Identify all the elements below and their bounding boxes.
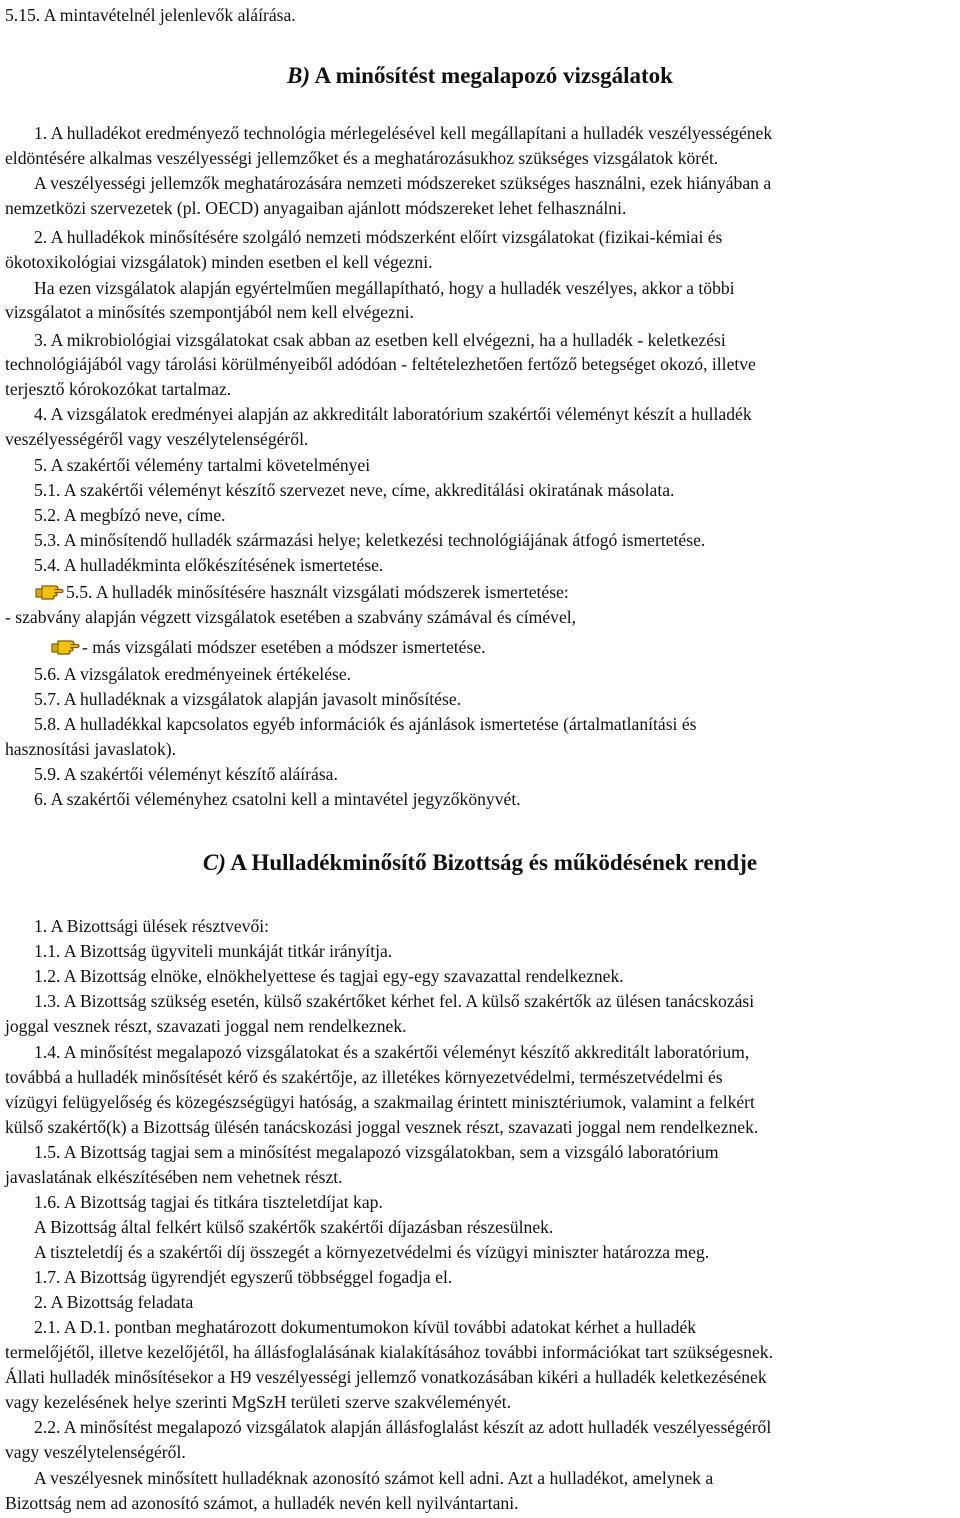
b-line-19-row (34, 580, 569, 605)
c-line-5: joggal vesznek részt, szavazati joggal nem rendelkeznek. (5, 1016, 407, 1036)
c-line-8: vízügyi felügyelőség és közegészségügyi hatóság, a szakmailag érintett minisztériumok, valamint a felkért (5, 1092, 755, 1112)
b-line-21-row (50, 635, 486, 660)
c-line-10: 1.5. A Bizottság tagjai sem a minősítést megalapozó vizsgálatokban, sem a vizsgáló laboratórium (34, 1142, 719, 1162)
b-line-27: 6. A szakértői véleményhez csatolni kell a mintavétel jegyzőkönyvét. (34, 789, 521, 809)
c-line-22: vagy veszélytelenségéről. (5, 1442, 186, 1462)
c-line-12: 1.6. A Bizottság tagjai és titkára tiszteletdíjat kap. (34, 1192, 383, 1212)
c-line-19: Állati hulladék minősítésekor a H9 veszélyességi jellemző vonatkozásában kikéri a hulladék keletkezésének (5, 1367, 767, 1387)
b-line-20: - szabvány alapján végzett vizsgálatok esetében a szabvány számával és címével, (5, 607, 577, 627)
b-line-21: - más vizsgálati módszer esetében a módszer ismertetése. (82, 637, 486, 657)
b-line-9: 3. A mikrobiológiai vizsgálatokat csak abban az esetben kell elvégezni, ha a hulladék - keletkezési (34, 330, 726, 350)
b-line-3: A veszélyességi jellemzők meghatározására nemzeti módszereket szükséges használni, ezek hiányában a (34, 173, 772, 193)
b-line-19: 5.5. A hulladék minősítésére használt vizsgálati módszerek ismertetése: (66, 582, 569, 602)
c-line-6: 1.4. A minősítést megalapozó vizsgálatokat és a szakértői véleményt készítő akkreditált laboratórium, (34, 1042, 750, 1062)
c-line-21: 2.2. A minősítést megalapozó vizsgálatok alapján állásfoglalást készít az adott hulladék veszélyességéről (34, 1417, 772, 1437)
c-line-24: Bizottság nem ad azonosító számot, a hulladék nevén kell nyilvántartani. (5, 1493, 519, 1513)
b-line-23: 5.7. A hulladéknak a vizsgálatok alapján javasolt minősítése. (34, 689, 462, 709)
c-line-20: vagy kezelésének helye szerinti MgSzH területi szerve szakvéleményét. (5, 1392, 512, 1412)
section-c-letter: C) (202, 850, 226, 875)
b-line-18: 5.4. A hulladékminta előkészítésének ismertetése. (34, 555, 384, 575)
b-line-26: 5.9. A szakértői véleményt készítő aláírása. (34, 764, 338, 784)
pointing-hand-icon (50, 636, 80, 656)
c-line-17: 2.1. A D.1. pontban meghatározott dokumentumokon kívül további adatokat kérhet a hulladék (34, 1317, 697, 1337)
b-line-2: eldöntésére alkalmas veszélyességi jellemzőket és a meghatározásukhoz szükséges vizsgálatok körét. (5, 148, 719, 168)
b-line-8: vizsgálatot a minősítés szempontjából nem kell elvégezni. (5, 302, 414, 322)
section-b-title: A minősítést megalapozó vizsgálatok (314, 63, 673, 88)
b-line-13: veszélyességéről vagy veszélytelenségéről. (5, 429, 309, 449)
c-line-18: termelőjétől, illetve kezelőjétől, ha állásfoglalásának kialakításához további információkat tart szükségesnek. (5, 1342, 773, 1362)
c-line-4: 1.3. A Bizottság szükség esetén, külső szakértőket kérhet fel. A külső szakértők az ülésen tanácskozási (34, 991, 755, 1011)
b-line-15: 5.1. A szakértői véleményt készítő szervezet neve, címe, akkreditálási okiratának másolata. (34, 480, 675, 500)
b-line-12: 4. A vizsgálatok eredményei alapján az akkreditált laboratórium szakértői véleményt készít a hulladék (34, 404, 752, 424)
b-line-14: 5. A szakértői vélemény tartalmi követelményei (34, 455, 371, 475)
section-c-heading (0, 850, 960, 876)
c-line-1: 1. A Bizottsági ülések résztvevői: (34, 916, 270, 936)
pointing-hand-icon (34, 581, 64, 601)
c-line-3: 1.2. A Bizottság elnöke, elnökhelyettese és tagjai egy-egy szavazattal rendelkeznek. (34, 966, 624, 986)
top-line: 5.15. A mintavételnél jelenlevők aláírása. (5, 5, 296, 25)
b-line-17: 5.3. A minősítendő hulladék származási helye; keletkezési technológiájának átfogó ismertetése. (34, 530, 706, 550)
c-line-9: külső szakértő(k) a Bizottság ülésén tanácskozási joggal vesznek részt, szavazati joggal nem rendelkeznek. (5, 1117, 759, 1137)
b-line-11: terjesztő kórokozókat tartalmaz. (5, 379, 232, 399)
b-line-24: 5.8. A hulladékkal kapcsolatos egyéb információk és ajánlások ismertetése (ártalmatlanítási és (34, 714, 697, 734)
section-b-letter: B) (287, 63, 311, 88)
b-line-10: technológiájából vagy tárolási körülményeiből adódóan - feltételezhetően fertőző betegséget okozó, illetve (5, 354, 756, 374)
c-line-16: 2. A Bizottság feladata (34, 1292, 194, 1312)
c-line-7: továbbá a hulladék minősítését kérő és szakértője, az illetékes környezetvédelmi, természetvédelmi és (5, 1067, 723, 1087)
c-line-13: A Bizottság által felkért külső szakértők szakértői díjazásban részesülnek. (34, 1217, 554, 1237)
b-line-5: 2. A hulladékok minősítésére szolgáló nemzeti módszerként előírt vizsgálatokat (fizikai-kémiai és (34, 227, 723, 247)
b-line-25: hasznosítási javaslatok). (5, 739, 177, 759)
b-line-1: 1. A hulladékot eredményező technológia mérlegelésével kell megállapítani a hulladék veszélyességének (34, 123, 773, 143)
c-line-2: 1.1. A Bizottság ügyviteli munkáját titkár irányítja. (34, 941, 393, 961)
b-line-6: ökotoxikológiai vizsgálatok) minden esetben el kell végezni. (5, 252, 433, 272)
c-line-23: A veszélyesnek minősített hulladéknak azonosító számot kell adni. Azt a hulladékot, amelynek a (34, 1468, 714, 1488)
c-line-11: javaslatának elkészítésében nem vehetnek részt. (5, 1167, 343, 1187)
c-line-15: 1.7. A Bizottság ügyrendjét egyszerű többséggel fogadja el. (34, 1267, 453, 1287)
b-line-4: nemzetközi szervezetek (pl. OECD) anyagaiban ajánlott módszereket lehet felhasználni. (5, 198, 627, 218)
c-line-14: A tiszteletdíj és a szakértői díj összegét a környezetvédelmi és vízügyi miniszter határozza meg. (34, 1242, 710, 1262)
b-line-22: 5.6. A vizsgálatok eredményeinek értékelése. (34, 664, 352, 684)
b-line-16: 5.2. A megbízó neve, címe. (34, 505, 226, 525)
b-line-7: Ha ezen vizsgálatok alapján egyértelműen megállapítható, hogy a hulladék veszélyes, akkor a többi (34, 278, 735, 298)
section-b-heading (0, 63, 960, 89)
section-c-title: A Hulladékminősítő Bizottság és működésének rendje (230, 850, 758, 875)
